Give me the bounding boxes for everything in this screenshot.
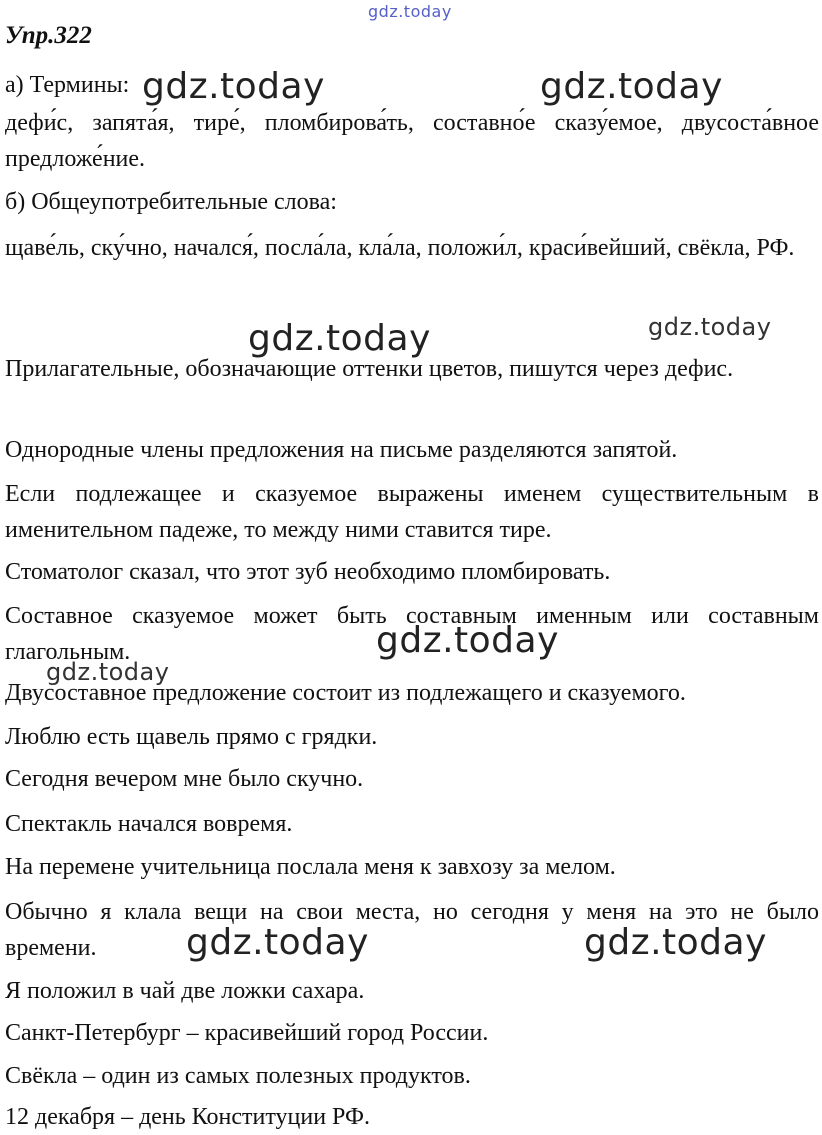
sentence-5: Составное сказуемое может быть составным именным или составным глагольным.: [5, 603, 819, 665]
sentence-15: 12 декабря – день Конституции РФ.: [5, 1104, 370, 1130]
sentence-1: Прилагательные, обозначающие оттенки цветов, пишутся через дефис.: [5, 356, 734, 382]
watermark-logo: gdz.today: [368, 2, 452, 21]
sentence-8: Сегодня вечером мне было скучно.: [5, 766, 364, 792]
sentence-6: Двусоставное предложение состоит из подлежащего и сказуемого.: [5, 680, 686, 706]
sentence-12: Я положил в чай две ложки сахара.: [5, 978, 365, 1004]
watermark-logo: gdz.today: [648, 313, 772, 341]
watermark-logo: gdz.today: [376, 620, 559, 661]
sentence-13: Санкт-Петербург – красивейший город России.: [5, 1020, 489, 1046]
sentence-11: Обычно я клала вещи на свои места, но сегодня у меня на это не было времени.: [5, 899, 819, 961]
exercise-title: Упр.322: [5, 22, 92, 49]
section-b-label: б) Общеупотребительные слова:: [5, 189, 337, 215]
sentence-2: Однородные члены предложения на письме разделяются запятой.: [5, 437, 678, 463]
watermark-logo: gdz.today: [248, 318, 431, 359]
section-b-words: щаве́ль, ску́чно, начался́, посла́ла, кла́ла, положи́л, краси́вейший, свёкла, РФ.: [5, 235, 795, 261]
sentence-14: Свёкла – один из самых полезных продуктов.: [5, 1063, 471, 1089]
watermark-logo: gdz.today: [540, 66, 723, 107]
watermark-logo: gdz.today: [186, 922, 369, 963]
section-a-words: дефи́с, запята́я, тире́, пломбирова́ть, составно́е сказу́емое, двусоста́вное предложе́ние.: [5, 110, 819, 172]
sentence-10: На перемене учительница послала меня к завхозу за мелом.: [5, 854, 616, 880]
watermark-logo: gdz.today: [46, 658, 170, 686]
watermark-logo: gdz.today: [584, 922, 767, 963]
sentence-7: Люблю есть щавель прямо с грядки.: [5, 724, 378, 750]
section-a-label: а) Термины:: [5, 72, 130, 98]
sentence-9: Спектакль начался вовремя.: [5, 811, 293, 837]
sentence-4: Стоматолог сказал, что этот зуб необходимо пломбировать.: [5, 559, 611, 585]
watermark-logo: gdz.today: [142, 66, 325, 107]
sentence-3: Если подлежащее и сказуемое выражены именем существительным в именительном падеже, то между ними ставится тире.: [5, 481, 819, 543]
